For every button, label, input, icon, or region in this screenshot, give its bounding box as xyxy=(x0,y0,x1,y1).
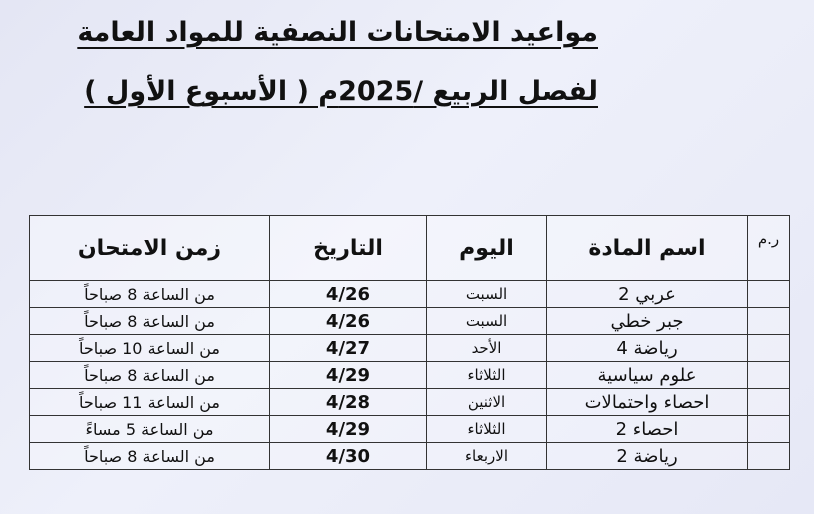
header-subject: اسم المادة xyxy=(547,216,748,281)
cell-time: من الساعة 11 صباحاً xyxy=(30,389,270,416)
table-row xyxy=(30,308,790,335)
cell-number xyxy=(748,308,790,335)
cell-day: الأحد xyxy=(427,335,547,362)
cell-time: من الساعة 8 صباحاً xyxy=(30,362,270,389)
table-row xyxy=(30,389,790,416)
cell-subject: احصاء 2 xyxy=(547,416,748,443)
cell-day: السبت xyxy=(427,308,547,335)
cell-subject: رياضة 2 xyxy=(547,443,748,470)
cell-day: الاربعاء xyxy=(427,443,547,470)
table-header-row xyxy=(30,216,790,281)
cell-time: من الساعة 5 مساءً xyxy=(30,416,270,443)
header-time: زمن الامتحان xyxy=(30,216,270,281)
cell-number xyxy=(748,362,790,389)
document-subtitle: لفصل الربيع /2025م ( الأسبوع الأول ) xyxy=(84,76,598,107)
cell-subject: احصاء واحتمالات xyxy=(547,389,748,416)
cell-subject: جبر خطي xyxy=(547,308,748,335)
header-number: ر.م xyxy=(748,216,790,281)
cell-subject: علوم سياسية xyxy=(547,362,748,389)
cell-day: الثلاثاء xyxy=(427,416,547,443)
header-day: اليوم xyxy=(427,216,547,281)
cell-time: من الساعة 10 صباحاً xyxy=(30,335,270,362)
cell-day: السبت xyxy=(427,281,547,308)
cell-number xyxy=(748,416,790,443)
cell-subject: عربي 2 xyxy=(547,281,748,308)
cell-number xyxy=(748,281,790,308)
table-row xyxy=(30,362,790,389)
cell-day: الاثنين xyxy=(427,389,547,416)
cell-day: الثلاثاء xyxy=(427,362,547,389)
table-row xyxy=(30,281,790,308)
cell-date: 4/29 xyxy=(270,362,427,389)
cell-date: 4/29 xyxy=(270,416,427,443)
table-row xyxy=(30,416,790,443)
cell-number xyxy=(748,335,790,362)
cell-date: 4/27 xyxy=(270,335,427,362)
cell-time: من الساعة 8 صباحاً xyxy=(30,443,270,470)
cell-date: 4/26 xyxy=(270,281,427,308)
table-row xyxy=(30,443,790,470)
document-title: مواعيد الامتحانات النصفية للمواد العامة xyxy=(77,17,598,48)
cell-date: 4/28 xyxy=(270,389,427,416)
table-row xyxy=(30,335,790,362)
cell-number xyxy=(748,389,790,416)
header-date: التاريخ xyxy=(270,216,427,281)
cell-date: 4/30 xyxy=(270,443,427,470)
cell-time: من الساعة 8 صباحاً xyxy=(30,308,270,335)
cell-date: 4/26 xyxy=(270,308,427,335)
cell-time: من الساعة 8 صباحاً xyxy=(30,281,270,308)
cell-subject: رياضة 4 xyxy=(547,335,748,362)
cell-number xyxy=(748,443,790,470)
exam-schedule-table xyxy=(29,215,790,470)
